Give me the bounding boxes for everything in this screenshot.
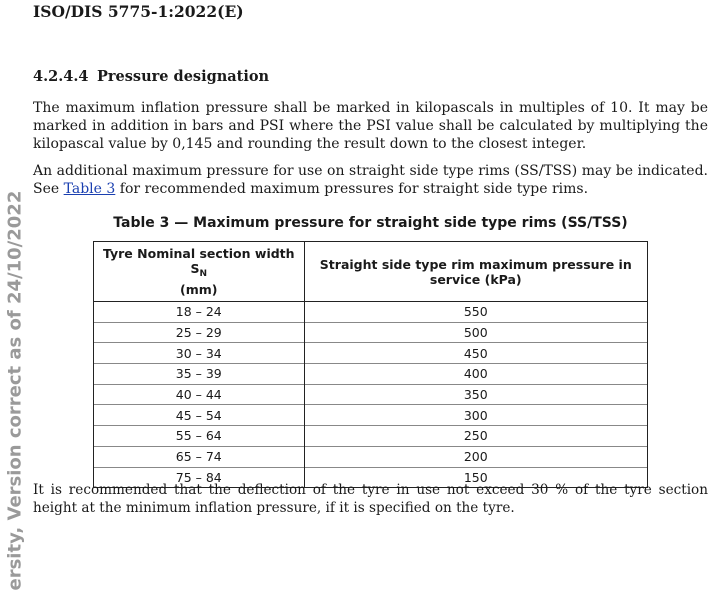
- cell-max-pressure: 200: [304, 446, 647, 467]
- column-header-width: Tyre Nominal section width $S_N$ (mm): [94, 242, 305, 302]
- section-number: 4.2.4.4: [33, 68, 89, 85]
- table-caption: Table 3 — Maximum pressure for straight side type rims (SS/TSS): [113, 215, 628, 231]
- cell-max-pressure: 300: [304, 405, 647, 426]
- column-header-pressure: Straight side type rim maximum pressure in service (kPa): [304, 242, 647, 302]
- cell-section-width: 35 – 39: [94, 364, 305, 385]
- section-heading: [33, 68, 269, 85]
- cell-section-width: 55 – 64: [94, 426, 305, 447]
- cell-max-pressure: 250: [304, 426, 647, 447]
- paragraph-inflation-pressure: The maximum inflation pressure shall be marked in kilopascals in multiples of 10. It may be marked in addition in bars and PSI where the PSI value shall be calculated by multiplying the kilopascal value by 0,145 and rounding the result down to the closest integer.: [33, 100, 708, 152]
- cell-max-pressure: 150: [304, 467, 647, 488]
- table-3-link[interactable]: Table 3: [63, 181, 116, 197]
- pressure-table: [93, 241, 648, 488]
- table-row: [94, 322, 648, 343]
- table-header-row: [94, 242, 648, 302]
- table-row: [94, 384, 648, 405]
- cell-max-pressure: 500: [304, 322, 647, 343]
- table-row: [94, 364, 648, 385]
- cell-section-width: 45 – 54: [94, 405, 305, 426]
- cell-max-pressure: 450: [304, 343, 647, 364]
- paragraph-additional-pressure: [33, 162, 708, 198]
- subscript-n: N: [199, 269, 208, 279]
- cell-section-width: 65 – 74: [94, 446, 305, 467]
- document-id: ISO/DIS 5775-1:2022(E): [33, 2, 244, 21]
- paragraph-text-before: An additional maximum pressure for use on straight side type rims (SS/TSS) may be indicated. See: [33, 163, 708, 197]
- table-row: [94, 405, 648, 426]
- cell-max-pressure: 400: [304, 364, 647, 385]
- table-row: [94, 302, 648, 323]
- cell-section-width: 25 – 29: [94, 322, 305, 343]
- table-row: [94, 343, 648, 364]
- cell-section-width: 40 – 44: [94, 384, 305, 405]
- paragraph-deflection: It is recommended that the deflection of the tyre in use not exceed 30 % of the tyre section height at the minimum inflation pressure, if it is specified on the tyre.: [33, 482, 708, 516]
- cell-section-width: 75 – 84: [94, 467, 305, 488]
- section-title: Pressure designation: [97, 68, 270, 85]
- table-row: [94, 446, 648, 467]
- cell-max-pressure: 350: [304, 384, 647, 405]
- table-row: [94, 426, 648, 447]
- paragraph-text-after: for recommended maximum pressures for straight side type rims.: [115, 181, 589, 197]
- cell-section-width: 30 – 34: [94, 343, 305, 364]
- side-watermark: ersity, Version correct as of 24/10/2022: [4, 190, 26, 591]
- cell-section-width: 18 – 24: [94, 302, 305, 323]
- cell-max-pressure: 550: [304, 302, 647, 323]
